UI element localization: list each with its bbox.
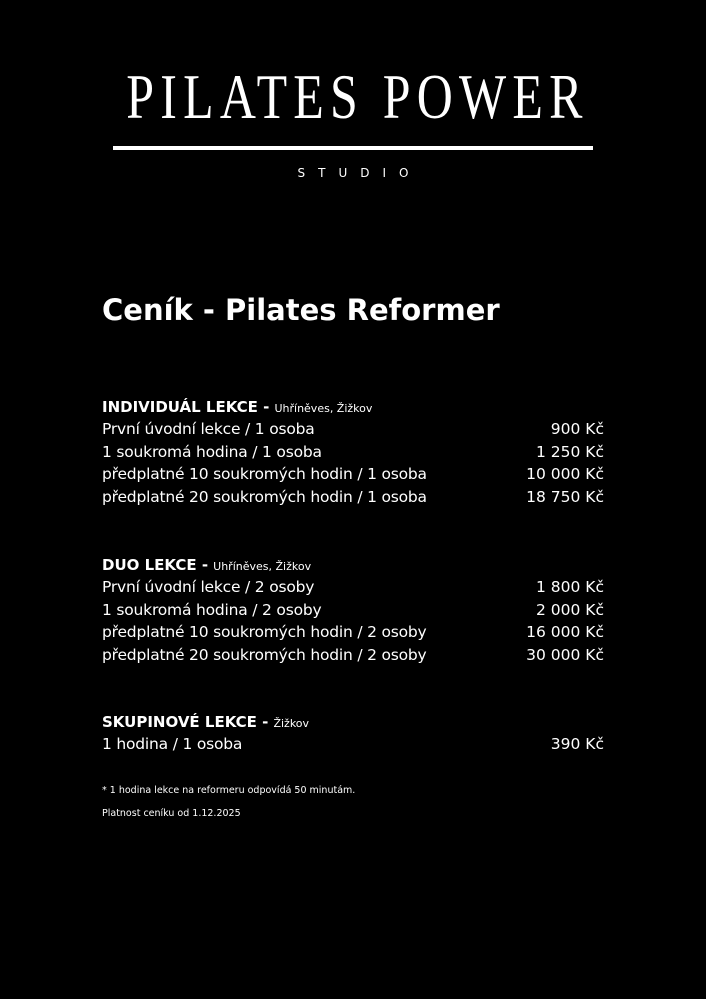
section-header bbox=[102, 711, 604, 733]
section-locations: Uhříněves, Žižkov bbox=[213, 560, 312, 573]
page-title: Ceník - Pilates Reformer bbox=[102, 293, 500, 327]
footnote-duration: * 1 hodina lekce na reformeru odpovídá 50 minutám. bbox=[102, 785, 356, 796]
price-row-label: 1 soukromá hodina / 1 osoba bbox=[102, 442, 322, 461]
price-row bbox=[102, 644, 604, 667]
price-row-label: 1 hodina / 1 osoba bbox=[102, 735, 243, 753]
price-row-label: předplatné 20 soukromých hodin / 1 osoba bbox=[102, 487, 427, 506]
price-row bbox=[102, 621, 604, 644]
price-row bbox=[102, 733, 604, 756]
section-header bbox=[102, 554, 604, 576]
price-row-label: předplatné 10 soukromých hodin / 2 osoby bbox=[102, 623, 427, 641]
brand-name: PILATES POWER bbox=[125, 61, 589, 132]
section-duo bbox=[102, 554, 604, 666]
price-row bbox=[102, 599, 604, 622]
footnote-validity: Platnost ceníku od 1.12.2025 bbox=[102, 808, 241, 819]
price-row bbox=[102, 441, 604, 464]
section-locations: Žižkov bbox=[273, 717, 310, 730]
price-row bbox=[102, 418, 604, 441]
section-group bbox=[102, 711, 604, 756]
price-row-value: 18 750 Kč bbox=[526, 487, 604, 506]
price-row-value: 2 000 Kč bbox=[536, 600, 604, 619]
section-locations: Uhříněves, Žižkov bbox=[274, 402, 373, 415]
price-row bbox=[102, 576, 604, 599]
section-header bbox=[102, 396, 604, 418]
price-row-label: 1 soukromá hodina / 2 osoby bbox=[102, 600, 322, 619]
price-row-label: První úvodní lekce / 2 osoby bbox=[102, 578, 315, 596]
price-row bbox=[102, 486, 604, 509]
price-row-label: První úvodní lekce / 1 osoba bbox=[102, 420, 315, 438]
price-row-label: předplatné 20 soukromých hodin / 2 osoby bbox=[102, 645, 427, 664]
price-row-value: 1 250 Kč bbox=[536, 442, 604, 461]
price-row-label: předplatné 10 soukromých hodin / 1 osoba bbox=[102, 465, 427, 483]
brand-subtitle: STUDIO bbox=[297, 166, 422, 180]
price-row-value: 16 000 Kč bbox=[526, 623, 604, 641]
price-row-value: 1 800 Kč bbox=[536, 578, 604, 596]
price-row-value: 30 000 Kč bbox=[526, 645, 604, 664]
price-row-value: 390 Kč bbox=[550, 735, 604, 753]
section-title: SKUPINOVÉ LEKCE - bbox=[102, 713, 269, 731]
price-row-value: 10 000 Kč bbox=[526, 465, 604, 483]
price-row-value: 900 Kč bbox=[550, 420, 604, 438]
section-title: DUO LEKCE - bbox=[102, 556, 209, 574]
section-individual bbox=[102, 396, 604, 508]
section-title: INDIVIDUÁL LEKCE - bbox=[102, 398, 270, 416]
price-row bbox=[102, 463, 604, 486]
brand-divider bbox=[113, 146, 593, 150]
brand-logo bbox=[0, 62, 706, 132]
